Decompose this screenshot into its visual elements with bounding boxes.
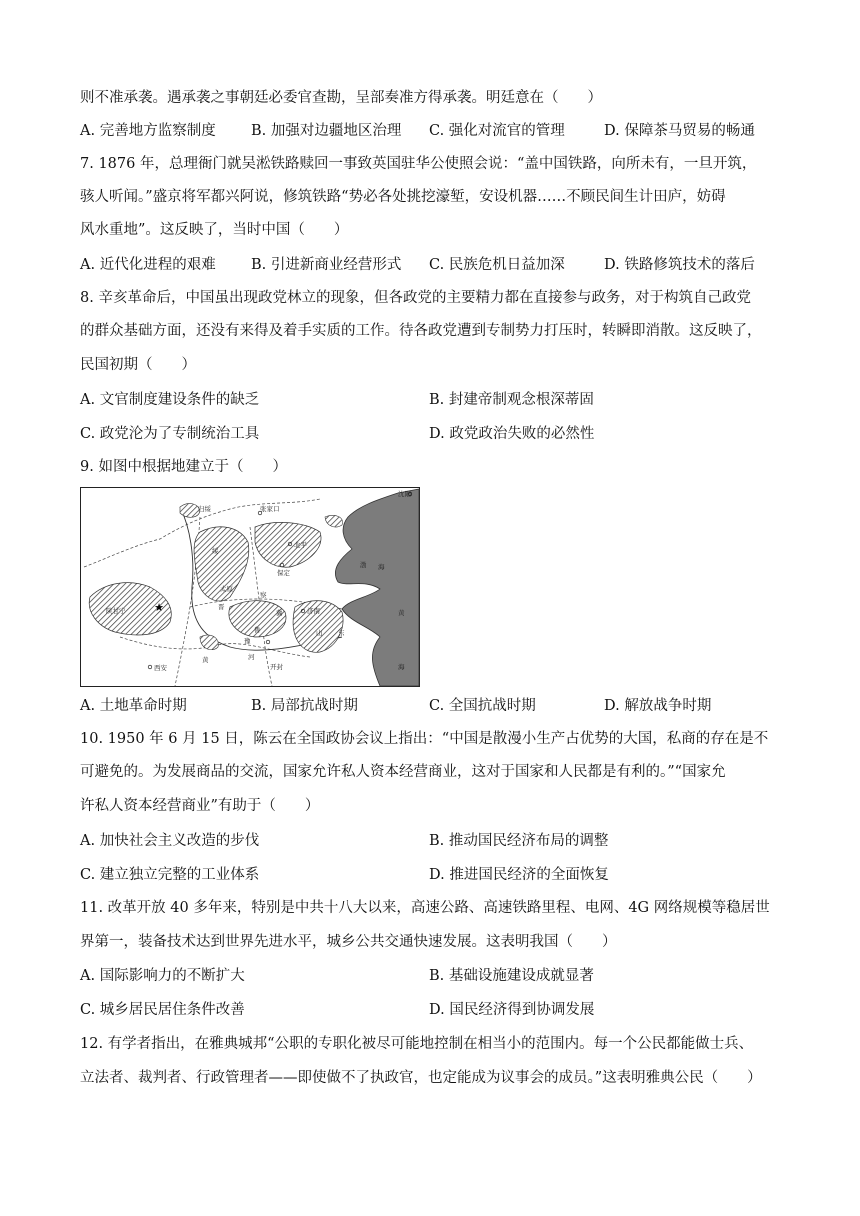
label-bohai: 渤 — [360, 561, 367, 569]
q9-option-c: C. 全国抗战时期 — [429, 698, 536, 714]
label-guisui: 归绥 — [198, 505, 211, 513]
base-area-small-1 — [180, 504, 200, 518]
q6-option-c: C. 强化对流官的管理 — [429, 123, 565, 139]
q8-option-a: A. 文官制度建设条件的缺乏 — [80, 392, 260, 408]
label-cha: 察 — [260, 591, 267, 599]
q7-option-d: D. 铁路修筑技术的落后 — [604, 257, 755, 273]
q10-option-b: B. 推动国民经济布局的调整 — [429, 833, 609, 849]
base-areas-map — [80, 487, 420, 687]
q8-option-c: C. 政党沦为了专制统治工具 — [80, 426, 260, 442]
label-huanghe: 黄 — [202, 656, 209, 664]
q6-option-a: A. 完善地方监察制度 — [80, 123, 216, 139]
label-taiyuan: 太原 — [220, 585, 233, 593]
q11-option-d: D. 国民经济得到协调发展 — [429, 1002, 595, 1018]
q10-stem-line2: 可避免的。为发展商品的交流，国家允许私人资本经营商业，这对于国家和人民都是有利的。”“国家允 — [80, 764, 726, 780]
label-shandong: 山 — [316, 629, 323, 637]
label-jin: 晋 — [218, 603, 225, 611]
q8-option-b: B. 封建帝制观念根深蒂固 — [429, 392, 594, 408]
q10-option-d: D. 推进国民经济的全面恢复 — [429, 867, 609, 883]
q7-stem-line2: 骇人听闻。”盛京将军都兴阿说，修筑铁路“势必各处挑挖濠堑，安设机器……不顾民间生计田庐，妨碍 — [80, 189, 726, 205]
label-kaifeng: 开封 — [270, 663, 283, 671]
q9-stem: 9. 如图中根据地建立于（ ） — [80, 459, 287, 475]
q10-option-c: C. 建立独立完整的工业体系 — [80, 867, 260, 883]
q6-option-d: D. 保障茶马贸易的畅通 — [604, 123, 755, 139]
label-bohai2: 海 — [378, 563, 385, 571]
label-yu: 豫 — [244, 637, 251, 645]
label-sui: 绥 — [212, 547, 219, 555]
label-huang: 黄 — [398, 609, 405, 617]
q10-option-a: A. 加快社会主义改造的步伐 — [80, 833, 260, 849]
q8-stem-line1: 8. 辛亥革命后，中国虽出现政党林立的现象，但各政党的主要精力都在直接参与政务，对于构筑自己政党 — [80, 290, 751, 306]
q7-stem-line3: 风水重地”。这反映了，当时中国（ ） — [80, 222, 349, 238]
label-beiping: 北平 — [294, 541, 307, 549]
label-ji: 冀 — [276, 609, 283, 617]
q8-stem-line3: 民国初期（ ） — [80, 357, 196, 373]
label-xian: 西安 — [154, 664, 167, 672]
star-icon: ★ — [154, 601, 164, 614]
label-shaanganning: 陕甘宁 — [106, 607, 126, 615]
q12-stem-line2: 立法者、裁判者、行政管理者——即使做不了执政官，也定能成为议事会的成员。”这表明雅典公民（ ） — [80, 1070, 762, 1086]
q6-option-b: B. 加强对边疆地区治理 — [251, 123, 402, 139]
q11-option-b: B. 基础设施建设成就显著 — [429, 968, 594, 984]
q8-stem-line2: 的群众基础方面，还没有来得及着手实质的工作。待各政党遭到专制势力打压时，转瞬即消散。这反映了， — [80, 323, 762, 339]
q7-option-b: B. 引进新商业经营形式 — [251, 257, 402, 273]
label-jinan: 济南 — [307, 607, 320, 615]
q9-option-d: D. 解放战争时期 — [604, 698, 712, 714]
q10-stem-line3: 许私人资本经营商业”有助于（ ） — [80, 798, 320, 814]
label-shenyang: 沈阳 — [398, 490, 411, 498]
q12-stem-line1: 12. 有学者指出，在雅典城邦“公职的专职化被尽可能地控制在相当小的范围内。每一个公民都能做士兵、 — [80, 1036, 754, 1052]
label-he: 河 — [248, 653, 255, 661]
q11-option-a: A. 国际影响力的不断扩大 — [80, 968, 245, 984]
q10-stem-line1: 10. 1950 年 6 月 15 日，陈云在全国政协会议上指出：“中国是散漫小生产占优势的大国，私商的存在是不 — [80, 731, 769, 747]
q8-option-d: D. 政党政治失败的必然性 — [429, 426, 595, 442]
label-zhangjiakou: 张家口 — [260, 505, 280, 513]
label-shandong2: 东 — [338, 629, 345, 637]
q9-option-b: B. 局部抗战时期 — [251, 698, 358, 714]
q7-stem-line1: 7. 1876 年，总理衙门就吴淞铁路赎回一事致英国驻华公使照会说：“盖中国铁路，向所未有，一旦开筑， — [80, 156, 757, 172]
q7-option-a: A. 近代化进程的艰难 — [80, 257, 216, 273]
q9-option-a: A. 土地革命时期 — [80, 698, 187, 714]
q11-stem-line2: 界第一，装备技术达到世界先进水平，城乡公共交通快速发展。这表明我国（ ） — [80, 934, 617, 950]
q6-stem: 则不准承袭。遇承袭之事朝廷必委官查勘，呈部奏准方得承袭。明廷意在（ ） — [80, 90, 602, 106]
q7-option-c: C. 民族危机日益加深 — [429, 257, 565, 273]
label-lu: 鲁 — [254, 626, 261, 634]
label-baoding: 保定 — [277, 569, 290, 577]
q11-option-c: C. 城乡居民居住条件改善 — [80, 1002, 245, 1018]
q11-stem-line1: 11. 改革开放 40 多年来，特别是中共十八大以来，高速公路、高速铁路里程、电网、4G 网络规模等稳居世 — [80, 900, 770, 916]
label-hai: 海 — [398, 663, 405, 671]
